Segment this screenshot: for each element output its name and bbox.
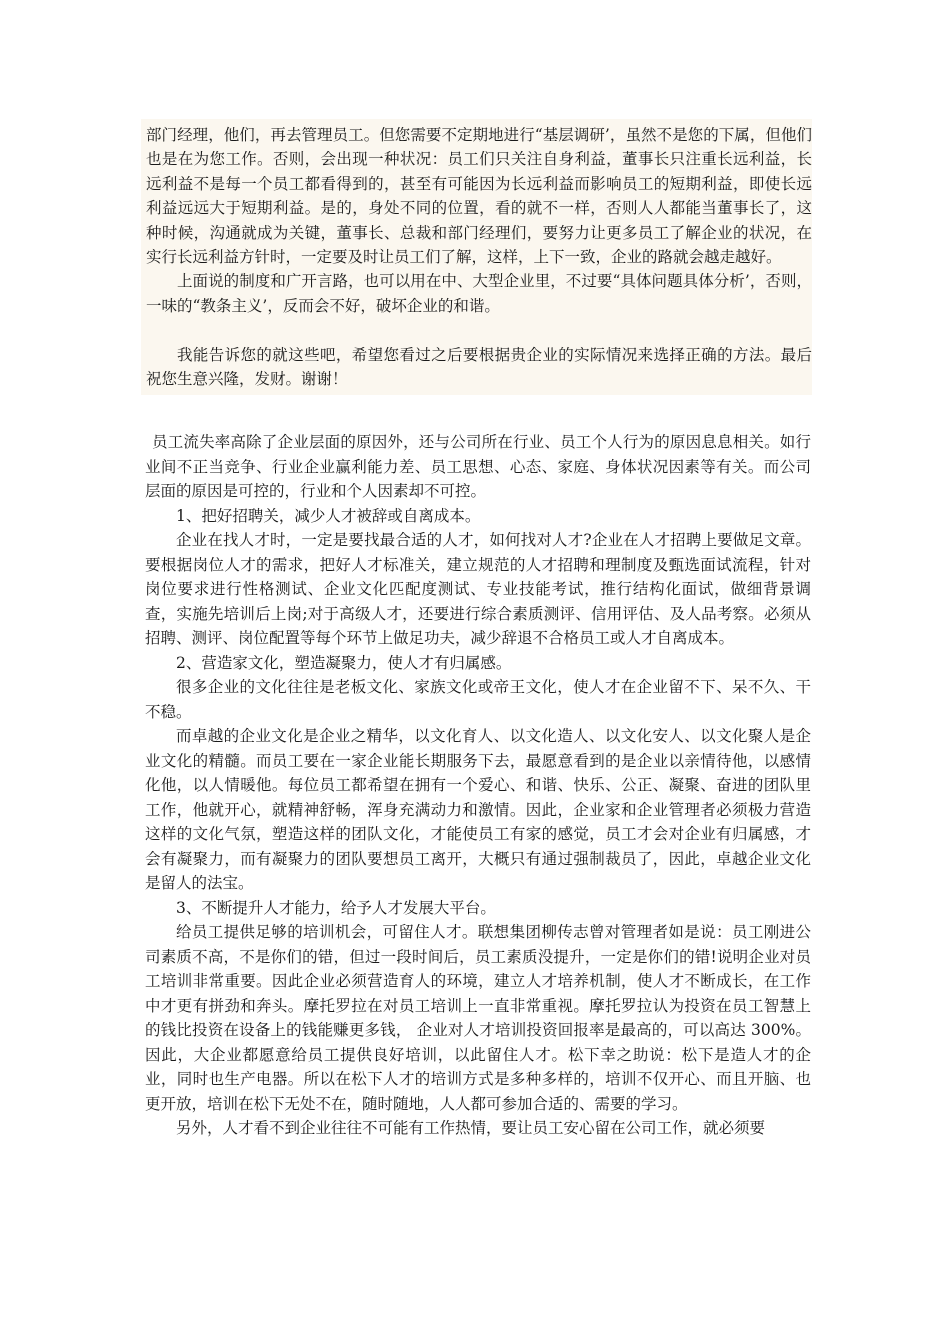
section-2-paragraph-b: 而卓越的企业文化是企业之精华，以文化育人、以文化造人、以文化安人、以文化聚人是企业文化的精髓。而员工要在一家企业能长期服务下去，最愿意看到的是企业以亲情待他，以感情化他，以人情暖他。每位员工都希望在拥有一个爱心、和谐、快乐、公正、凝聚、奋进的团队里工作，他就开心，就精神舒畅，浑身充满动力和激情。因此，企业家和企业管理者必须极力营造这样的文化气氛，塑造这样的团队文化，才能使员工有家的感觉，员工才会对企业有归属感，才会有凝聚力，而有凝聚力的团队要想员工离开，大概只有通过强制裁员了，因此，卓越企业文化是留人的法宝。 (145, 727, 811, 892)
quote-paragraph-2: 上面说的制度和广开言路，也可以用在中、大型企业里，不过要“具体问题具体分析’，否则，一味的“教条主义’，反而会不好，破坏企业的和谐。 (146, 272, 812, 315)
quote-paragraph-1: 部门经理，他们，再去管理员工。但您需要不定期地进行“基层调研’，虽然不是您的下属，但他们也是在为您工作。否则，会出现一种状况：员工们只关注自身利益，董事长只注重长远利益，长远利益不是每一个员工都看得到的，甚至有可能因为长远利益而影响员工的短期利益，即使长远利益远远大于短期利益。是的，身处不同的位置，看的就不一样，否则人人都能当董事长了，这种时候，沟通就成为关键，董事长、总裁和部门经理们，要努力让更多员工了解企业的状况，在实行长远利益方针时，一定要及时让员工们了解，这样，上下一致，企业的路就会越走越好。 (146, 126, 812, 267)
quote-paragraph-3: 我能告诉您的就这些吧，希望您看过之后要根据贵企业的实际情况来选择正确的方法。最后祝您生意兴隆，发财。谢谢！ (146, 345, 812, 389)
blank-line (146, 318, 812, 342)
intro-paragraph: 员工流失率高除了企业层面的原因外，还与公司所在行业、员工个人行为的原因息息相关。如行业间不正当竞争、行业企业赢利能力差、员工思想、心态、家庭、身体状况因素等有关。而公司层面的原因是可控的，行业和个人因素却不可控。 (145, 433, 811, 500)
closing-paragraph: 另外，人才看不到企业往往不可能有工作热情，要让员工安心留在公司工作，就必须要 (176, 1119, 766, 1137)
quoted-reply-block (141, 119, 812, 395)
section-2-paragraph-a: 很多企业的文化往往是老板文化、家族文化或帝王文化，使人才在企业留不下、呆不久、干不稳。 (145, 678, 811, 721)
section-heading-3: 3、不断提升人才能力，给予人才发展大平台。 (176, 898, 496, 917)
section-3-paragraph: 给员工提供足够的培训机会，可留住人才。联想集团柳传志曾对管理者如是说：员工刚进公司素质不高，不是你们的错，但过一段时间后，员工素质没提升，一定是你们的错!说明企业对员工培训非常重要。因此企业必须营造育人的环境，建立人才培养机制，使人才不断成长，在工作中才更有拼劲和奔头。摩托罗拉在对员工培训上一直非常重视。摩托罗拉认为投资在员工智慧上的钱比投资在设备上的钱能赚更多钱， 企业对人才培训投资回报率是最高的，可以高达 300%。因此，大企业都愿意给员工提供良好培训，以此留住人才。松下幸之助说：松下是造人才的企业，同时也生产电器。所以在松下人才的培训方式是多种多样的，培训不仅开心、而且开脑、也更开放，培训在松下无处不在，随时随地，人人都可参加合适的、需要的学习。 (145, 923, 811, 1113)
article-body (145, 430, 811, 1141)
section-heading-2: 2、营造家文化，塑造凝聚力，使人才有归属感。 (176, 653, 512, 672)
section-1-paragraph: 企业在找人才时，一定是要找最合适的人才，如何找对人才?企业在人才招聘上要做足文章。要根据岗位人才的需求，把好人才标准关，建立规范的人才招聘和理制度及甄选面试流程，针对岗位要求进行性格测试、企业文化匹配度测试、专业技能考试，推行结构化面试，做细背景调查，实施先培训后上岗;对于高级人才，还要进行综合素质测评、信用评估、及人品考察。必须从招聘、测评、岗位配置等每个环节上做足功夫，减少辞退不合格员工或人才自离成本。 (145, 531, 811, 647)
section-heading-1: 1、把好招聘关，减少人才被辞或自离成本。 (176, 506, 481, 525)
